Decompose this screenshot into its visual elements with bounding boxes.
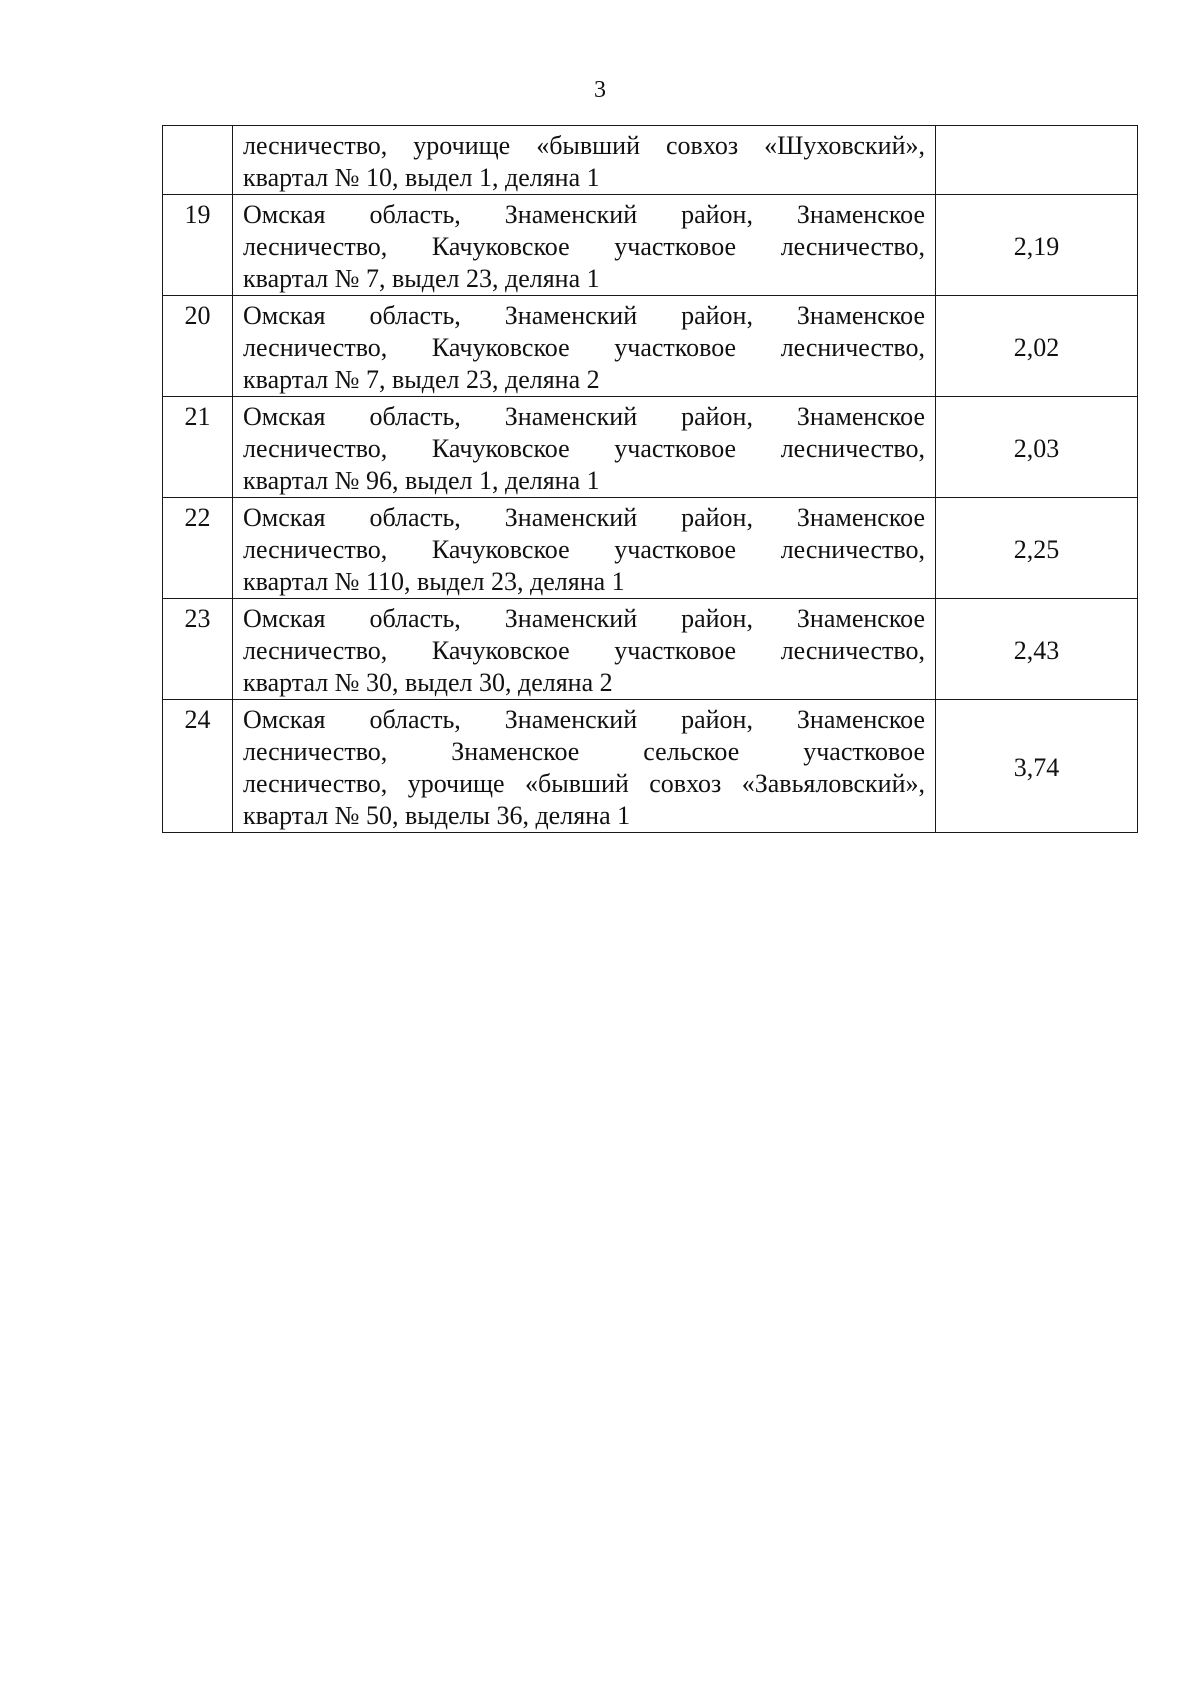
table-row — [163, 126, 1138, 195]
location-line: квартал № 110, выдел 23, деляна 1 — [243, 567, 625, 596]
location-cell — [233, 498, 936, 599]
location-line: квартал № 10, выдел 1, деляна 1 — [243, 163, 600, 192]
location-line: квартал № 50, выделы 36, деляна 1 — [243, 801, 631, 830]
location-line: Омская область, Знаменский район, Знаменское — [243, 200, 925, 229]
location-cell — [233, 397, 936, 498]
location-line: лесничество, Качуковское участковое лесничество, — [243, 333, 925, 362]
location-line: Омская область, Знаменский район, Знаменское — [243, 402, 925, 431]
row-number-cell — [163, 126, 233, 195]
location-line: Омская область, Знаменский район, Знаменское — [243, 705, 925, 734]
location-line: Омская область, Знаменский район, Знаменское — [243, 503, 925, 532]
location-line: квартал № 96, выдел 1, деляна 1 — [243, 466, 600, 495]
area-cell: 2,43 — [936, 599, 1138, 700]
row-number-cell: 21 — [163, 397, 233, 498]
area-cell: 2,19 — [936, 195, 1138, 296]
location-line: квартал № 30, выдел 30, деляна 2 — [243, 668, 613, 697]
table-row — [163, 296, 1138, 397]
location-line: лесничество, Качуковское участковое лесничество, — [243, 434, 925, 463]
row-number-cell: 20 — [163, 296, 233, 397]
table-row — [163, 195, 1138, 296]
row-number-cell: 23 — [163, 599, 233, 700]
location-line: квартал № 7, выдел 23, деляна 2 — [243, 365, 600, 394]
location-line: лесничество, Качуковское участковое лесничество, — [243, 636, 925, 665]
table-row — [163, 397, 1138, 498]
location-cell — [233, 599, 936, 700]
table-body — [163, 126, 1138, 833]
location-line: лесничество, урочище «бывший совхоз «Завьяловский», — [243, 769, 925, 798]
location-line: лесничество, Качуковское участковое лесничество, — [243, 232, 925, 261]
area-cell — [936, 126, 1138, 195]
area-cell: 2,03 — [936, 397, 1138, 498]
area-cell: 2,25 — [936, 498, 1138, 599]
row-number-cell: 19 — [163, 195, 233, 296]
table-row — [163, 700, 1138, 833]
page-number: 3 — [594, 77, 606, 103]
location-line: Омская область, Знаменский район, Знаменское — [243, 301, 925, 330]
location-line: лесничество, Знаменское сельское участковое — [243, 737, 925, 766]
location-line: лесничество, Качуковское участковое лесничество, — [243, 535, 925, 564]
location-cell — [233, 296, 936, 397]
location-line: Омская область, Знаменский район, Знаменское — [243, 604, 925, 633]
forest-plots-table — [162, 125, 1138, 833]
location-cell — [233, 195, 936, 296]
location-cell — [233, 126, 936, 195]
location-line: лесничество, урочище «бывший совхоз «Шуховский», — [243, 131, 925, 160]
table-row — [163, 498, 1138, 599]
table-row — [163, 599, 1138, 700]
location-cell — [233, 700, 936, 833]
row-number-cell: 24 — [163, 700, 233, 833]
area-cell: 3,74 — [936, 700, 1138, 833]
area-cell: 2,02 — [936, 296, 1138, 397]
location-line: квартал № 7, выдел 23, деляна 1 — [243, 264, 600, 293]
row-number-cell: 22 — [163, 498, 233, 599]
